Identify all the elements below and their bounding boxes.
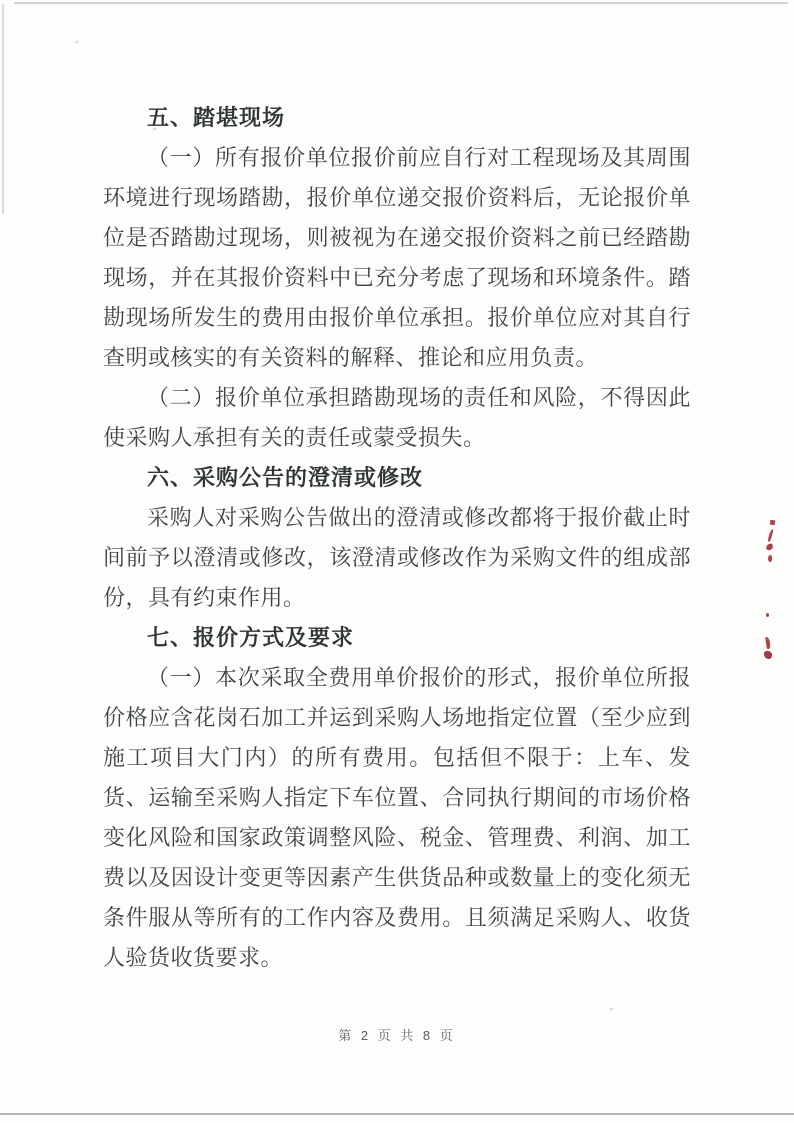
- section-paragraph: 采购人对采购公告做出的澄清或修改都将于报价截止时间前予以澄清或修改，该澄清或修改作为采购文件的组成部份，具有约束作用。: [103, 505, 691, 610]
- section-paragraph: （一）本次采取全费用单价报价的形式，报价单位所报价格应含花岗石加工并运到采购人场地指定位置（至少应到施工项目大门内）的所有费用。包括但不限于：上车、发货、运输至采购人指定下车位置、合同执行期间的市场价格变化风险和国家政策调整风险、税金、管理费、利润、加工费以及因设计变更等因素产生供货品种或数量上的变化须无条件服从等所有的工作内容及费用。且须满足采购人、收货人验货收货要求。: [103, 665, 691, 970]
- red-stamp-fragment: [767, 555, 772, 563]
- section-site-survey: [103, 98, 691, 458]
- scan-edge-line-bottom: [0, 1113, 794, 1115]
- section-announcement-clarification: [103, 458, 691, 618]
- scan-speck: [610, 1008, 613, 1010]
- section-heading: 七、报价方式及要求: [147, 625, 355, 650]
- red-stamp-fragment: [767, 529, 773, 542]
- red-stamp-fragment: [770, 520, 776, 526]
- scan-edge-line-top: [14, 2, 788, 4]
- scan-speck: [75, 40, 79, 44]
- section-paragraph: （一）所有报价单位报价前应自行对工程现场及其周围环境进行现场踏勘，报价单位递交报价资料后，无论报价单位是否踏勘过现场，则被视为在递交报价资料之前已经踏勘现场，并在其报价资料中已充分考虑了现场和环境条件。踏勘现场所发生的费用由报价单位承担。报价单位应对其自行查明或核实的有关资料的解释、推论和应用负责。: [103, 145, 691, 370]
- section-paragraph: （二）报价单位承担踏勘现场的责任和风险，不得因此使采购人承担有关的责任或蒙受损失。: [103, 385, 691, 450]
- section-quotation-requirements: [103, 618, 691, 978]
- red-stamp-fragment: [764, 651, 772, 659]
- red-stamp-fragment: [766, 613, 769, 617]
- red-stamp-fragment: [765, 637, 771, 649]
- section-heading: 五、踏堪现场: [147, 105, 286, 130]
- document-text-block: [103, 98, 691, 978]
- page-number-footer: 第 2 页 共 8 页: [338, 1028, 456, 1043]
- red-stamp-fragment: [765, 543, 774, 551]
- scan-edge-line-left: [2, 4, 4, 214]
- section-heading: 六、采购公告的澄清或修改: [147, 465, 424, 490]
